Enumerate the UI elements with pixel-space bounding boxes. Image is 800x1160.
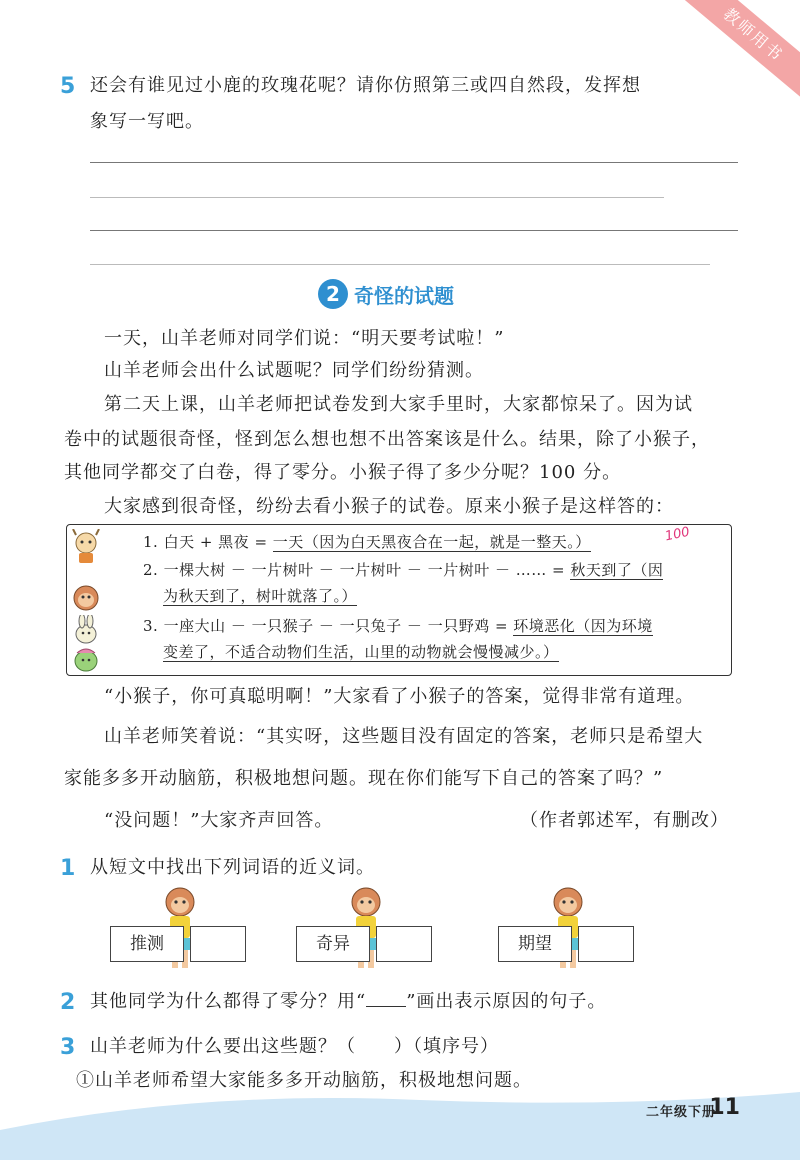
corner-tab: 教师用书: [677, 0, 800, 103]
synonym-word-1: 推测: [110, 926, 184, 962]
section-number-badge: 2: [318, 279, 348, 309]
synonym-answer-box-2[interactable]: [376, 926, 432, 962]
story-paragraph-3-line1: 第二天上课，山羊老师把试卷发到大家手里时，大家都惊呆了。因为试: [104, 394, 693, 415]
goat-teacher-icon: [71, 529, 101, 565]
answer-3-equation: 3. 一座大山 － 一只猴子 － 一只兔子 － 一只野鸡 =: [143, 617, 514, 635]
story-paragraph-6-line1: 山羊老师笑着说：“其实呀，这些题目没有固定的答案，老师只是希望大: [104, 726, 704, 747]
footer-wave: [0, 1080, 800, 1160]
answer-2-line2: [163, 583, 357, 609]
writing-line-2[interactable]: [90, 197, 664, 198]
footer-grade: 二年级下册: [645, 1105, 716, 1120]
answer-1-result: 一天（因为白天黑夜合在一起，就是一整天。）: [272, 533, 591, 551]
story-author: （作者郭述军，有删改）: [520, 810, 729, 831]
score-mark: 100: [663, 524, 692, 545]
writing-line-4[interactable]: [90, 264, 710, 265]
question-3-number: 3: [60, 1035, 76, 1060]
synonym-word-2: 奇异: [296, 926, 370, 962]
question-5-line1: 还会有谁见过小鹿的玫瑰花呢？请你仿照第三或四自然段，发挥想: [90, 75, 641, 96]
question-2-number: 2: [60, 990, 76, 1015]
page-number: 11: [709, 1095, 740, 1120]
synonym-item-1: [110, 886, 250, 976]
story-paragraph-5: “小猴子，你可真聪明啊！”大家看了小猴子的答案，觉得非常有道理。: [104, 686, 695, 707]
question-2-text: [90, 985, 606, 1019]
question-5-line2: 象写一写吧。: [90, 111, 204, 132]
writing-line-1[interactable]: [90, 162, 738, 163]
pheasant-icon: [71, 645, 101, 673]
question-2-text-a: 其他同学为什么都得了零分？用“: [90, 991, 367, 1012]
rabbit-icon: [71, 615, 101, 645]
answer-2-line1: [143, 557, 663, 583]
story-paragraph-3-line3: 其他同学都交了白卷，得了零分。小猴子得了多少分呢？100 分。: [64, 462, 622, 483]
answer-2-equation: 2. 一棵大树 － 一片树叶 － 一片树叶 － 一片树叶 － …… =: [143, 561, 571, 579]
story-paragraph-2: 山羊老师会出什么试题呢？同学们纷纷猜测。: [104, 360, 484, 381]
story-paragraph-1: 一天，山羊老师对同学们说：“明天要考试啦！”: [104, 328, 505, 349]
question-3-option-1[interactable]: ①山羊老师希望大家能多多开动脑筋，积极地想问题。: [76, 1070, 532, 1091]
section-title-text: 奇怪的试题: [354, 283, 454, 308]
synonym-answer-box-3[interactable]: [578, 926, 634, 962]
story-paragraph-4: 大家感到很奇怪，纷纷去看小猴子的试卷。原来小猴子是这样答的：: [104, 496, 674, 517]
story-paragraph-6-line2: 家能多多开动脑筋，积极地想问题。现在你们能写下自己的答案了吗？”: [64, 768, 664, 789]
answer-1: [143, 529, 591, 555]
answer-3-result: 环境恶化（因为环境: [513, 617, 653, 635]
question-1-number: 1: [60, 856, 76, 881]
question-2-text-b: ”画出表示原因的句子。: [406, 991, 607, 1012]
synonym-word-3: 期望: [498, 926, 572, 962]
monkey-icon: [71, 583, 101, 613]
writing-line-3[interactable]: [90, 230, 738, 231]
answer-1-equation: 1. 白天 + 黑夜 =: [143, 533, 273, 551]
question-1-text: 从短文中找出下列词语的近义词。: [90, 857, 375, 878]
answer-3-line1: [143, 613, 653, 639]
monkey-answer-sheet: [66, 524, 732, 676]
section-title: [318, 278, 454, 310]
story-paragraph-3-line2: 卷中的试题很奇怪，怪到怎么想也想不出答案该是什么。结果，除了小猴子，: [64, 429, 710, 450]
answer-2-reason: 为秋天到了，树叶就落了。）: [163, 587, 358, 605]
synonym-answer-box-1[interactable]: [190, 926, 246, 962]
question-5-number: 5: [60, 74, 76, 99]
question-3-text: 山羊老师为什么要出这些题？（ ）（填序号）: [90, 1036, 499, 1057]
synonym-item-3: [498, 886, 638, 976]
answer-3-line2: [163, 639, 559, 665]
synonym-item-2: [296, 886, 436, 976]
story-paragraph-7: “没问题！”大家齐声回答。: [104, 810, 334, 831]
underline-mark: [366, 988, 406, 1007]
answer-3-reason: 变差了，不适合动物们生活，山里的动物就会慢慢减少。）: [163, 643, 559, 661]
answer-2-result: 秋天到了（因: [570, 561, 664, 579]
